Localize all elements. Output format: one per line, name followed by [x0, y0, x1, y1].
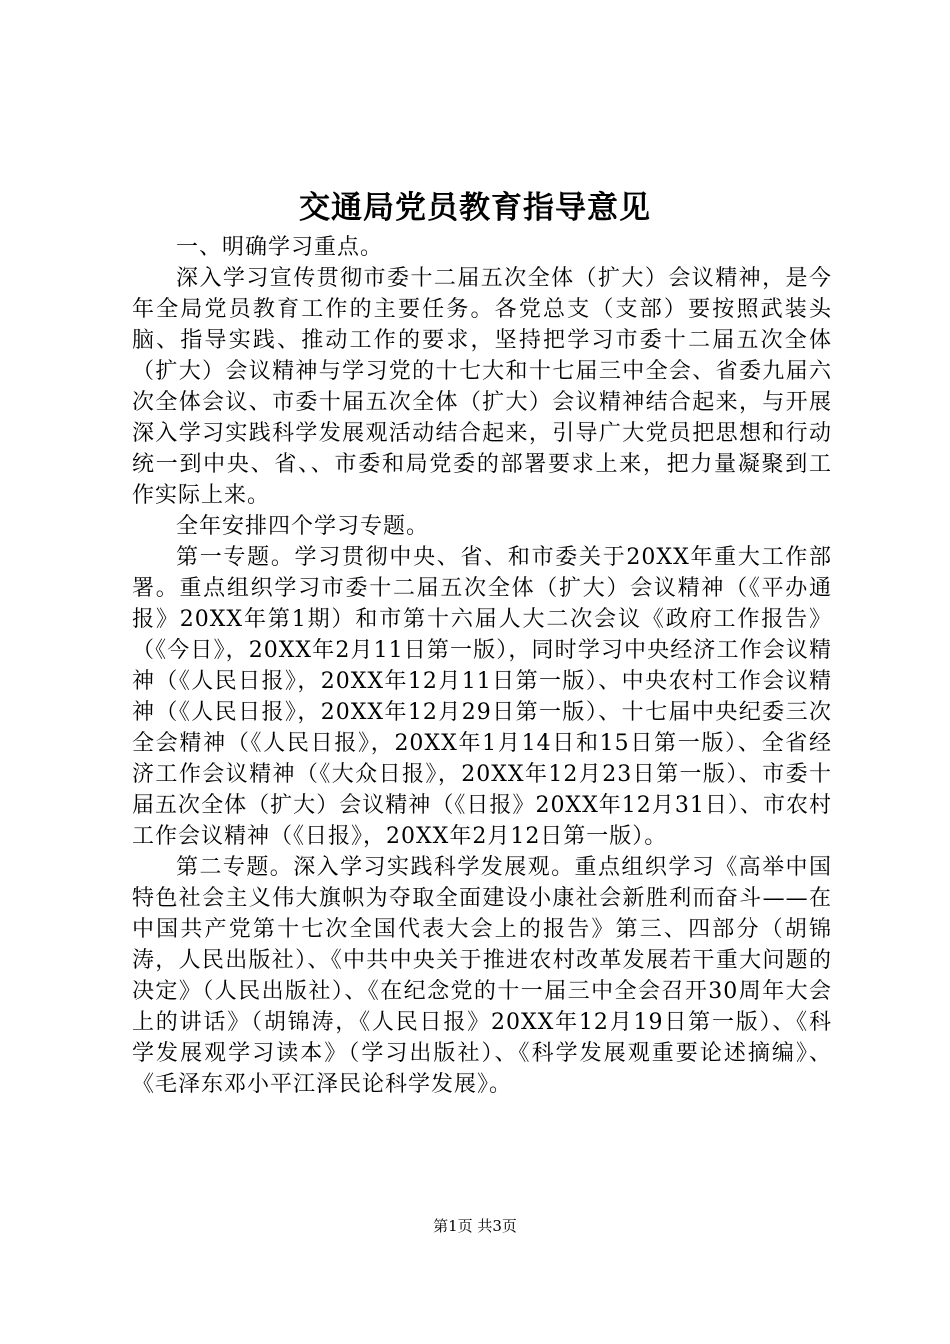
section-heading: 一、明确学习重点。	[176, 235, 384, 260]
document-title: 交通局党员教育指导意见	[299, 190, 651, 226]
page-number-footer: 第1页 共3页	[433, 1217, 517, 1235]
document-body	[132, 232, 832, 1100]
body-paragraph: 第二专题。深入学习实践科学发展观。重点组织学习《高举中国特色社会主义伟大旗帜为夺取全面建设小康社会新胜利而奋斗——在中国共产党第十七次全国代表大会上的报告》第三、四部分（胡锦涛，人民出版社）、《中共中央关于推进农村改革发展若干重大问题的决定》（人民出版社）、《在纪念党的十一届三中全会召开30周年大会上的讲话》（胡锦涛，《人民日报》20XX年12月19日第一版）、《科学发展观学习读本》（学习出版社）、《科学发展观重要论述摘编》、《毛泽东邓小平江泽民论科学发展》。	[132, 855, 832, 1097]
body-paragraph: 全年安排四个学习专题。	[176, 514, 430, 539]
body-paragraph: 深入学习宣传贯彻市委十二届五次全体（扩大）会议精神，是今年全局党员教育工作的主要任务。各党总支（支部）要按照武装头脑、指导实践、推动工作的要求，坚持把学习市委十二届五次全体（扩大）会议精神与学习党的十七大和十七届三中全会、省委九届六次全体会议、市委十届五次全体（扩大）会议精神结合起来，与开展深入学习实践科学发展观活动结合起来，引导广大党员把思想和行动统一到中央、省、、市委和局党委的部署要求上来，把力量凝聚到工作实际上来。	[132, 266, 832, 508]
body-paragraph: 第一专题。学习贯彻中央、省、和市委关于20XX年重大工作部署。重点组织学习市委十二届五次全体（扩大）会议精神（《平办通报》20XX年第1期）和市第十六届人大二次会议《政府工作报告》（《今日》，20XX年2月11日第一版），同时学习中央经济工作会议精神（《人民日报》，20XX年12月11日第一版）、中央农村工作会议精神（《人民日报》，20XX年12月29日第一版）、十七届中央纪委三次全会精神（《人民日报》，20XX年1月14日和15日第一版）、全省经济工作会议精神（《大众日报》，20XX年12月23日第一版）、市委十届五次全体（扩大）会议精神（《日报》20XX年12月31日）、市农村工作会议精神（《日报》，20XX年2月12日第一版）。	[132, 545, 832, 849]
